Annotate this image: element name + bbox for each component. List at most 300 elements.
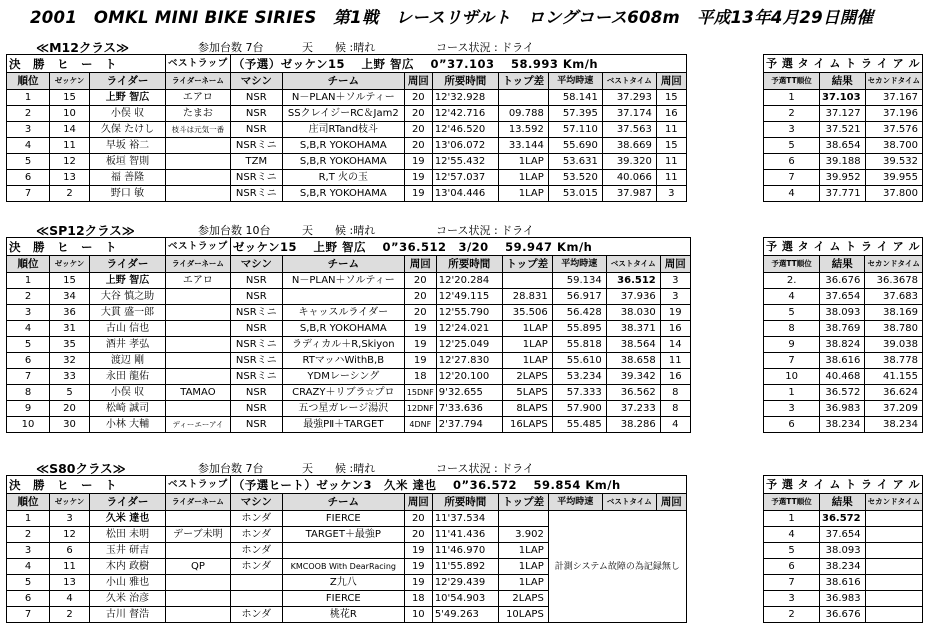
column-header: ライダーネーム [166, 256, 231, 273]
no-record-note: 計測システム故障の為記録無し [548, 511, 686, 623]
result-cell: 38.564 [606, 337, 660, 353]
qualifying-cell: 38.093 [820, 543, 866, 559]
final-heat-table [6, 475, 687, 623]
qualifying-row [764, 337, 923, 353]
qualifying-column-header: セカンドタイム [865, 256, 923, 273]
column-header: 所要時間 [432, 73, 498, 90]
result-cell: 4 [50, 591, 90, 607]
result-cell: 2 [50, 607, 90, 623]
result-cell: 19 [404, 186, 432, 202]
qualifying-cell: 38.700 [865, 138, 922, 154]
column-header: 順位 [7, 73, 50, 90]
class-name: ≪M12クラス≫ [36, 40, 130, 55]
result-cell: 12'42.716 [432, 106, 498, 122]
result-cell: 古川 督浩 [90, 607, 166, 623]
result-cell: 2 [50, 186, 90, 202]
class-info-row [6, 221, 927, 237]
result-cell [502, 273, 552, 289]
result-cell: 8 [7, 385, 50, 401]
result-cell [166, 401, 231, 417]
result-cell: 2 [7, 106, 50, 122]
result-cell: 6 [50, 543, 90, 559]
result-cell: QP [166, 559, 231, 575]
column-header: ベストタイム [602, 73, 656, 90]
qualifying-cell: 3 [764, 591, 820, 607]
result-cell: NSR [230, 401, 282, 417]
qualifying-cell: 3 [764, 122, 820, 138]
final-heat-label: 決 勝 ヒ ー ト [7, 55, 166, 73]
result-cell: Z九八 [282, 575, 404, 591]
result-cell [166, 575, 231, 591]
result-cell: TAMAO [166, 385, 231, 401]
result-cell [166, 511, 231, 527]
result-cell: N－PLAN＋ソルティー [282, 273, 404, 289]
qualifying-cell: 37.127 [820, 106, 866, 122]
result-cell: 11'41.436 [432, 527, 498, 543]
qualifying-row [764, 122, 923, 138]
result-row [7, 417, 691, 433]
result-cell: ホンダ [230, 527, 282, 543]
result-cell: 12'24.021 [436, 321, 502, 337]
qualifying-cell: 39.038 [865, 337, 923, 353]
qualifying-row [764, 273, 923, 289]
result-cell: 13 [50, 170, 90, 186]
qualifying-cell: 37.167 [865, 90, 922, 106]
column-header: トップ差 [502, 256, 552, 273]
qualifying-row [764, 559, 923, 575]
qualifying-cell: 5 [764, 543, 820, 559]
m12-class-section [6, 38, 927, 199]
column-header: ゼッケン [50, 73, 90, 90]
result-cell: 57.333 [552, 385, 606, 401]
result-cell: 55.485 [552, 417, 606, 433]
result-cell: 37.174 [602, 106, 656, 122]
result-cell: 28.831 [502, 289, 552, 305]
result-cell: NSR [230, 321, 282, 337]
result-cell: 11'46.970 [432, 543, 498, 559]
result-cell: 早坂 裕二 [90, 138, 166, 154]
column-header: トップ差 [498, 73, 548, 90]
result-cell: 12'27.830 [436, 353, 502, 369]
result-cell: ホンダ [230, 559, 282, 575]
result-cell: NSRミニ [230, 369, 282, 385]
result-cell [166, 591, 231, 607]
qualifying-cell: 38.234 [820, 559, 866, 575]
column-header: ライダーネーム [166, 494, 231, 511]
qualifying-cell: 38.778 [865, 353, 923, 369]
column-header: マシン [230, 73, 282, 90]
result-cell: 35.506 [502, 305, 552, 321]
best-lap-label: ベストラップ [166, 55, 231, 73]
result-cell: 35 [50, 337, 90, 353]
result-cell: 9 [7, 401, 50, 417]
result-row [7, 273, 691, 289]
result-cell: 6 [7, 353, 50, 369]
final-heat-label: 決 勝 ヒ ー ト [7, 476, 166, 494]
qualifying-cell: 4 [764, 186, 820, 202]
qualifying-cell: 1 [764, 90, 820, 106]
qualifying-cell: 38.654 [820, 138, 866, 154]
result-cell: 13.592 [498, 122, 548, 138]
result-cell: 酒井 孝弘 [90, 337, 166, 353]
result-cell: 57.110 [548, 122, 602, 138]
result-cell: 松田 未明 [90, 527, 166, 543]
result-cell [498, 511, 548, 527]
result-cell: 12'20.100 [436, 369, 502, 385]
result-cell: 13'06.072 [432, 138, 498, 154]
result-cell: KMCOOB With DearRacing [282, 559, 404, 575]
result-cell: 19 [404, 337, 436, 353]
qualifying-trial-label: 予 選 タ イ ム ト ラ イ ア ル [764, 238, 923, 256]
result-cell: 小林 大輔 [90, 417, 166, 433]
result-cell: 2 [7, 289, 50, 305]
result-cell: 55.895 [552, 321, 606, 337]
qualifying-row [764, 321, 923, 337]
qualifying-cell: 37.654 [820, 527, 866, 543]
result-cell: 大谷 慎之助 [90, 289, 166, 305]
result-cell: 20 [404, 527, 432, 543]
result-cell: 3.902 [498, 527, 548, 543]
result-cell: 38.371 [606, 321, 660, 337]
qualifying-cell: 10 [764, 369, 820, 385]
result-cell: ホンダ [230, 607, 282, 623]
column-header: ライダー [90, 494, 166, 511]
result-cell: 39.320 [602, 154, 656, 170]
qualifying-column-header: 結果 [820, 256, 865, 273]
qualifying-cell: 36.3678 [865, 273, 923, 289]
result-cell: 12'20.284 [436, 273, 502, 289]
result-cell: 野口 敏 [90, 186, 166, 202]
result-row [7, 138, 687, 154]
best-lap-info: （予選ヒート）ゼッケン3 久米 達也 0”36.572 59.854 Km/h [230, 476, 686, 494]
result-row [7, 321, 691, 337]
result-cell: 2'37.794 [436, 417, 502, 433]
qualifying-cell: 36.676 [820, 273, 865, 289]
result-cell: 4DNF [404, 417, 436, 433]
result-cell: 12 [50, 154, 90, 170]
result-cell: CRAZY＋リブラ☆プロ [282, 385, 404, 401]
course-condition: コース状況 : ドライ [436, 41, 534, 54]
column-header: チーム [282, 256, 404, 273]
result-cell: 5 [7, 154, 50, 170]
result-cell: 36.512 [606, 273, 660, 289]
result-row [7, 305, 691, 321]
entrant-count: 参加台数 7台 [198, 41, 264, 54]
qualifying-cell: 36.572 [820, 511, 866, 527]
result-cell: 15 [656, 90, 686, 106]
result-cell: 16 [656, 106, 686, 122]
qualifying-cell: 39.532 [865, 154, 922, 170]
result-cell: 20 [404, 305, 436, 321]
result-row [7, 289, 691, 305]
result-cell: 上野 智広 [90, 90, 166, 106]
result-cell: 56.917 [552, 289, 606, 305]
result-cell: 11 [656, 154, 686, 170]
final-heat-table [6, 54, 687, 202]
qualifying-cell: 3 [764, 401, 820, 417]
result-cell: 12'25.049 [436, 337, 502, 353]
result-row [7, 337, 691, 353]
result-cell: 10 [404, 607, 432, 623]
result-cell: 3 [7, 543, 50, 559]
column-header: チーム [282, 73, 404, 90]
result-cell: 板垣 智則 [90, 154, 166, 170]
result-cell: 1 [7, 273, 50, 289]
result-cell: SSクレイジーRC＆Jam2 [282, 106, 404, 122]
result-cell: 庄司RTand枝斗 [282, 122, 404, 138]
class-info-row [6, 38, 927, 54]
result-cell: 34 [50, 289, 90, 305]
qualifying-row [764, 543, 923, 559]
result-cell: 11 [660, 353, 690, 369]
result-cell [166, 170, 231, 186]
result-cell: 4 [7, 321, 50, 337]
result-cell: TARGET＋最強P [282, 527, 404, 543]
column-header: マシン [230, 494, 282, 511]
result-cell: 1LAP [502, 353, 552, 369]
result-cell [498, 90, 548, 106]
qualifying-row [764, 289, 923, 305]
result-cell: 16LAPS [502, 417, 552, 433]
result-cell: S,B,R YOKOHAMA [282, 321, 404, 337]
column-header: 周回 [656, 494, 686, 511]
result-cell: 12'29.439 [432, 575, 498, 591]
column-header: ライダー [90, 73, 166, 90]
result-cell [166, 305, 231, 321]
result-cell [166, 186, 231, 202]
column-header: 周回 [404, 73, 432, 90]
column-header: 周回 [660, 256, 690, 273]
result-cell: 53.520 [548, 170, 602, 186]
result-cell: 11 [656, 170, 686, 186]
result-cell: TZM [230, 154, 282, 170]
result-cell: エアロ [166, 90, 231, 106]
qualifying-cell: 6 [764, 417, 820, 433]
result-cell: 7'33.636 [436, 401, 502, 417]
result-cell: 10LAPS [498, 607, 548, 623]
qualifying-row [764, 591, 923, 607]
result-cell: 55.690 [548, 138, 602, 154]
qualifying-cell: 36.983 [820, 401, 865, 417]
qualifying-cell: 38.169 [865, 305, 923, 321]
result-cell: 36.562 [606, 385, 660, 401]
qualifying-row [764, 106, 923, 122]
qualifying-cell: 1 [764, 385, 820, 401]
qualifying-cell: 2 [764, 106, 820, 122]
result-cell: 19 [404, 170, 432, 186]
final-heat-label: 決 勝 ヒ ー ト [7, 238, 166, 256]
result-cell: 39.342 [606, 369, 660, 385]
result-cell: 1LAP [498, 154, 548, 170]
result-cell: 小山 雅也 [90, 575, 166, 591]
result-row [7, 170, 687, 186]
result-cell: 11 [656, 122, 686, 138]
result-cell [230, 575, 282, 591]
course-condition: コース状況 : ドライ [436, 462, 534, 475]
result-cell: 12DNF [404, 401, 436, 417]
result-cell: 19 [660, 305, 690, 321]
qualifying-row [764, 369, 923, 385]
result-cell: S,B,R YOKOHAMA [282, 138, 404, 154]
result-cell: 3 [7, 122, 50, 138]
qualifying-cell: 7 [764, 575, 820, 591]
result-cell: 30 [50, 417, 90, 433]
qualifying-cell: 4 [764, 527, 820, 543]
result-cell [166, 138, 231, 154]
result-cell [166, 337, 231, 353]
qualifying-cell: 8 [764, 321, 820, 337]
result-cell: 大貫 盛一郎 [90, 305, 166, 321]
result-cell: 18 [404, 369, 436, 385]
qualifying-cell: 40.468 [820, 369, 865, 385]
result-cell [166, 607, 231, 623]
best-lap-info: （予選）ゼッケン15 上野 智広 0”37.103 58.993 Km/h [230, 55, 686, 73]
result-cell: 桃花R [282, 607, 404, 623]
result-cell: NSRミニ [230, 170, 282, 186]
result-row [7, 511, 687, 527]
best-lap-info: ゼッケン15 上野 智広 0”36.512 3/20 59.947 Km/h [230, 238, 690, 256]
weather: 天 候 :晴れ [302, 462, 376, 475]
result-cell: 53.631 [548, 154, 602, 170]
result-cell: NSR [230, 289, 282, 305]
result-cell: 20 [404, 511, 432, 527]
result-cell: 8LAPS [502, 401, 552, 417]
qualifying-cell: 7 [764, 353, 820, 369]
result-cell: NSRミニ [230, 186, 282, 202]
result-cell: NSRミニ [230, 138, 282, 154]
result-cell: 久保 たけし [90, 122, 166, 138]
qualifying-row [764, 417, 923, 433]
qualifying-cell: 38.093 [820, 305, 865, 321]
result-row [7, 369, 691, 385]
result-cell: 久米 治彦 [90, 591, 166, 607]
result-cell: 9'32.655 [436, 385, 502, 401]
result-cell: 20 [404, 273, 436, 289]
result-cell: 38.030 [606, 305, 660, 321]
result-cell: 56.428 [552, 305, 606, 321]
result-cell: 31 [50, 321, 90, 337]
result-cell: 38.286 [606, 417, 660, 433]
course-condition: コース状況 : ドライ [436, 224, 534, 237]
qualifying-cell: 6 [764, 559, 820, 575]
qualifying-cell: 6 [764, 154, 820, 170]
result-cell: NSR [230, 122, 282, 138]
result-cell: 15DNF [404, 385, 436, 401]
result-cell: 渡辺 剛 [90, 353, 166, 369]
best-lap-label: ベストラップ [166, 476, 231, 494]
result-cell [166, 289, 231, 305]
result-cell: 53.234 [552, 369, 606, 385]
qualifying-cell: 5 [764, 138, 820, 154]
weather: 天 候 :晴れ [302, 41, 376, 54]
result-cell: 40.066 [602, 170, 656, 186]
page-title: 2001 OMKL MINI BIKE SIRIES 第1戦 レースリザルト ロングコース608m 平成13年4月29日開催 [30, 8, 874, 27]
qualifying-cell: 36.624 [865, 385, 923, 401]
result-cell: 58.141 [548, 90, 602, 106]
result-cell: 38.669 [602, 138, 656, 154]
result-cell: 7 [7, 607, 50, 623]
qualifying-table [763, 475, 923, 623]
result-row [7, 122, 687, 138]
qualifying-cell: 39.952 [820, 170, 866, 186]
result-cell [230, 591, 282, 607]
result-cell: ラディカル＋R,Skiyon [282, 337, 404, 353]
qualifying-table [763, 237, 923, 433]
qualifying-cell [865, 575, 922, 591]
result-cell [282, 543, 404, 559]
result-row [7, 154, 687, 170]
result-cell: RTマッハWithB,B [282, 353, 404, 369]
s80-class-section [6, 459, 927, 620]
result-cell: 10'54.903 [432, 591, 498, 607]
result-cell: 4 [7, 138, 50, 154]
result-cell: NSR [230, 106, 282, 122]
result-cell: 19 [404, 321, 436, 337]
result-cell: R,T 火の玉 [282, 170, 404, 186]
qualifying-cell [865, 511, 922, 527]
result-cell: 14 [50, 122, 90, 138]
result-cell: S,B,R YOKOHAMA [282, 154, 404, 170]
qualifying-cell: 38.824 [820, 337, 865, 353]
column-header: トップ差 [498, 494, 548, 511]
result-cell: 5LAPS [502, 385, 552, 401]
result-cell: 福 善隆 [90, 170, 166, 186]
result-row [7, 401, 691, 417]
result-cell: 2LAPS [498, 591, 548, 607]
result-cell: 1 [7, 511, 50, 527]
result-cell: 53.015 [548, 186, 602, 202]
result-cell: NSRミニ [230, 337, 282, 353]
result-cell [166, 543, 231, 559]
result-cell [166, 321, 231, 337]
result-cell: ホンダ [230, 511, 282, 527]
result-cell: 09.788 [498, 106, 548, 122]
result-cell: 2 [7, 527, 50, 543]
sp12-class-section [6, 221, 927, 430]
result-cell: デーブ未明 [166, 527, 231, 543]
column-header: 所要時間 [432, 494, 498, 511]
result-cell: 4 [7, 559, 50, 575]
result-cell: 19 [404, 575, 432, 591]
class-name: ≪SP12クラス≫ [36, 223, 135, 238]
qualifying-row [764, 353, 923, 369]
qualifying-cell: 9 [764, 337, 820, 353]
qualifying-row [764, 90, 923, 106]
result-cell: 8 [660, 401, 690, 417]
class-info-row [6, 459, 927, 475]
result-cell: 上野 智広 [90, 273, 166, 289]
qualifying-row [764, 154, 923, 170]
result-cell: 19 [404, 543, 432, 559]
qualifying-cell: 39.955 [865, 170, 922, 186]
qualifying-cell: 1 [764, 511, 820, 527]
result-cell: 5'49.263 [432, 607, 498, 623]
result-cell: 15 [656, 138, 686, 154]
qualifying-cell: 39.188 [820, 154, 866, 170]
result-cell: 小俣 収 [90, 106, 166, 122]
result-cell: 33.144 [498, 138, 548, 154]
result-cell: 11'55.892 [432, 559, 498, 575]
result-cell: S,B,R YOKOHAMA [282, 186, 404, 202]
qualifying-cell: 37.800 [865, 186, 922, 202]
result-cell: YDMレーシング [282, 369, 404, 385]
column-header: 順位 [7, 256, 50, 273]
qualifying-column-header: 結果 [820, 494, 866, 511]
result-cell: NSRミニ [230, 353, 282, 369]
qualifying-row [764, 170, 923, 186]
qualifying-cell: 2 [764, 607, 820, 623]
result-cell: 松崎 誠司 [90, 401, 166, 417]
